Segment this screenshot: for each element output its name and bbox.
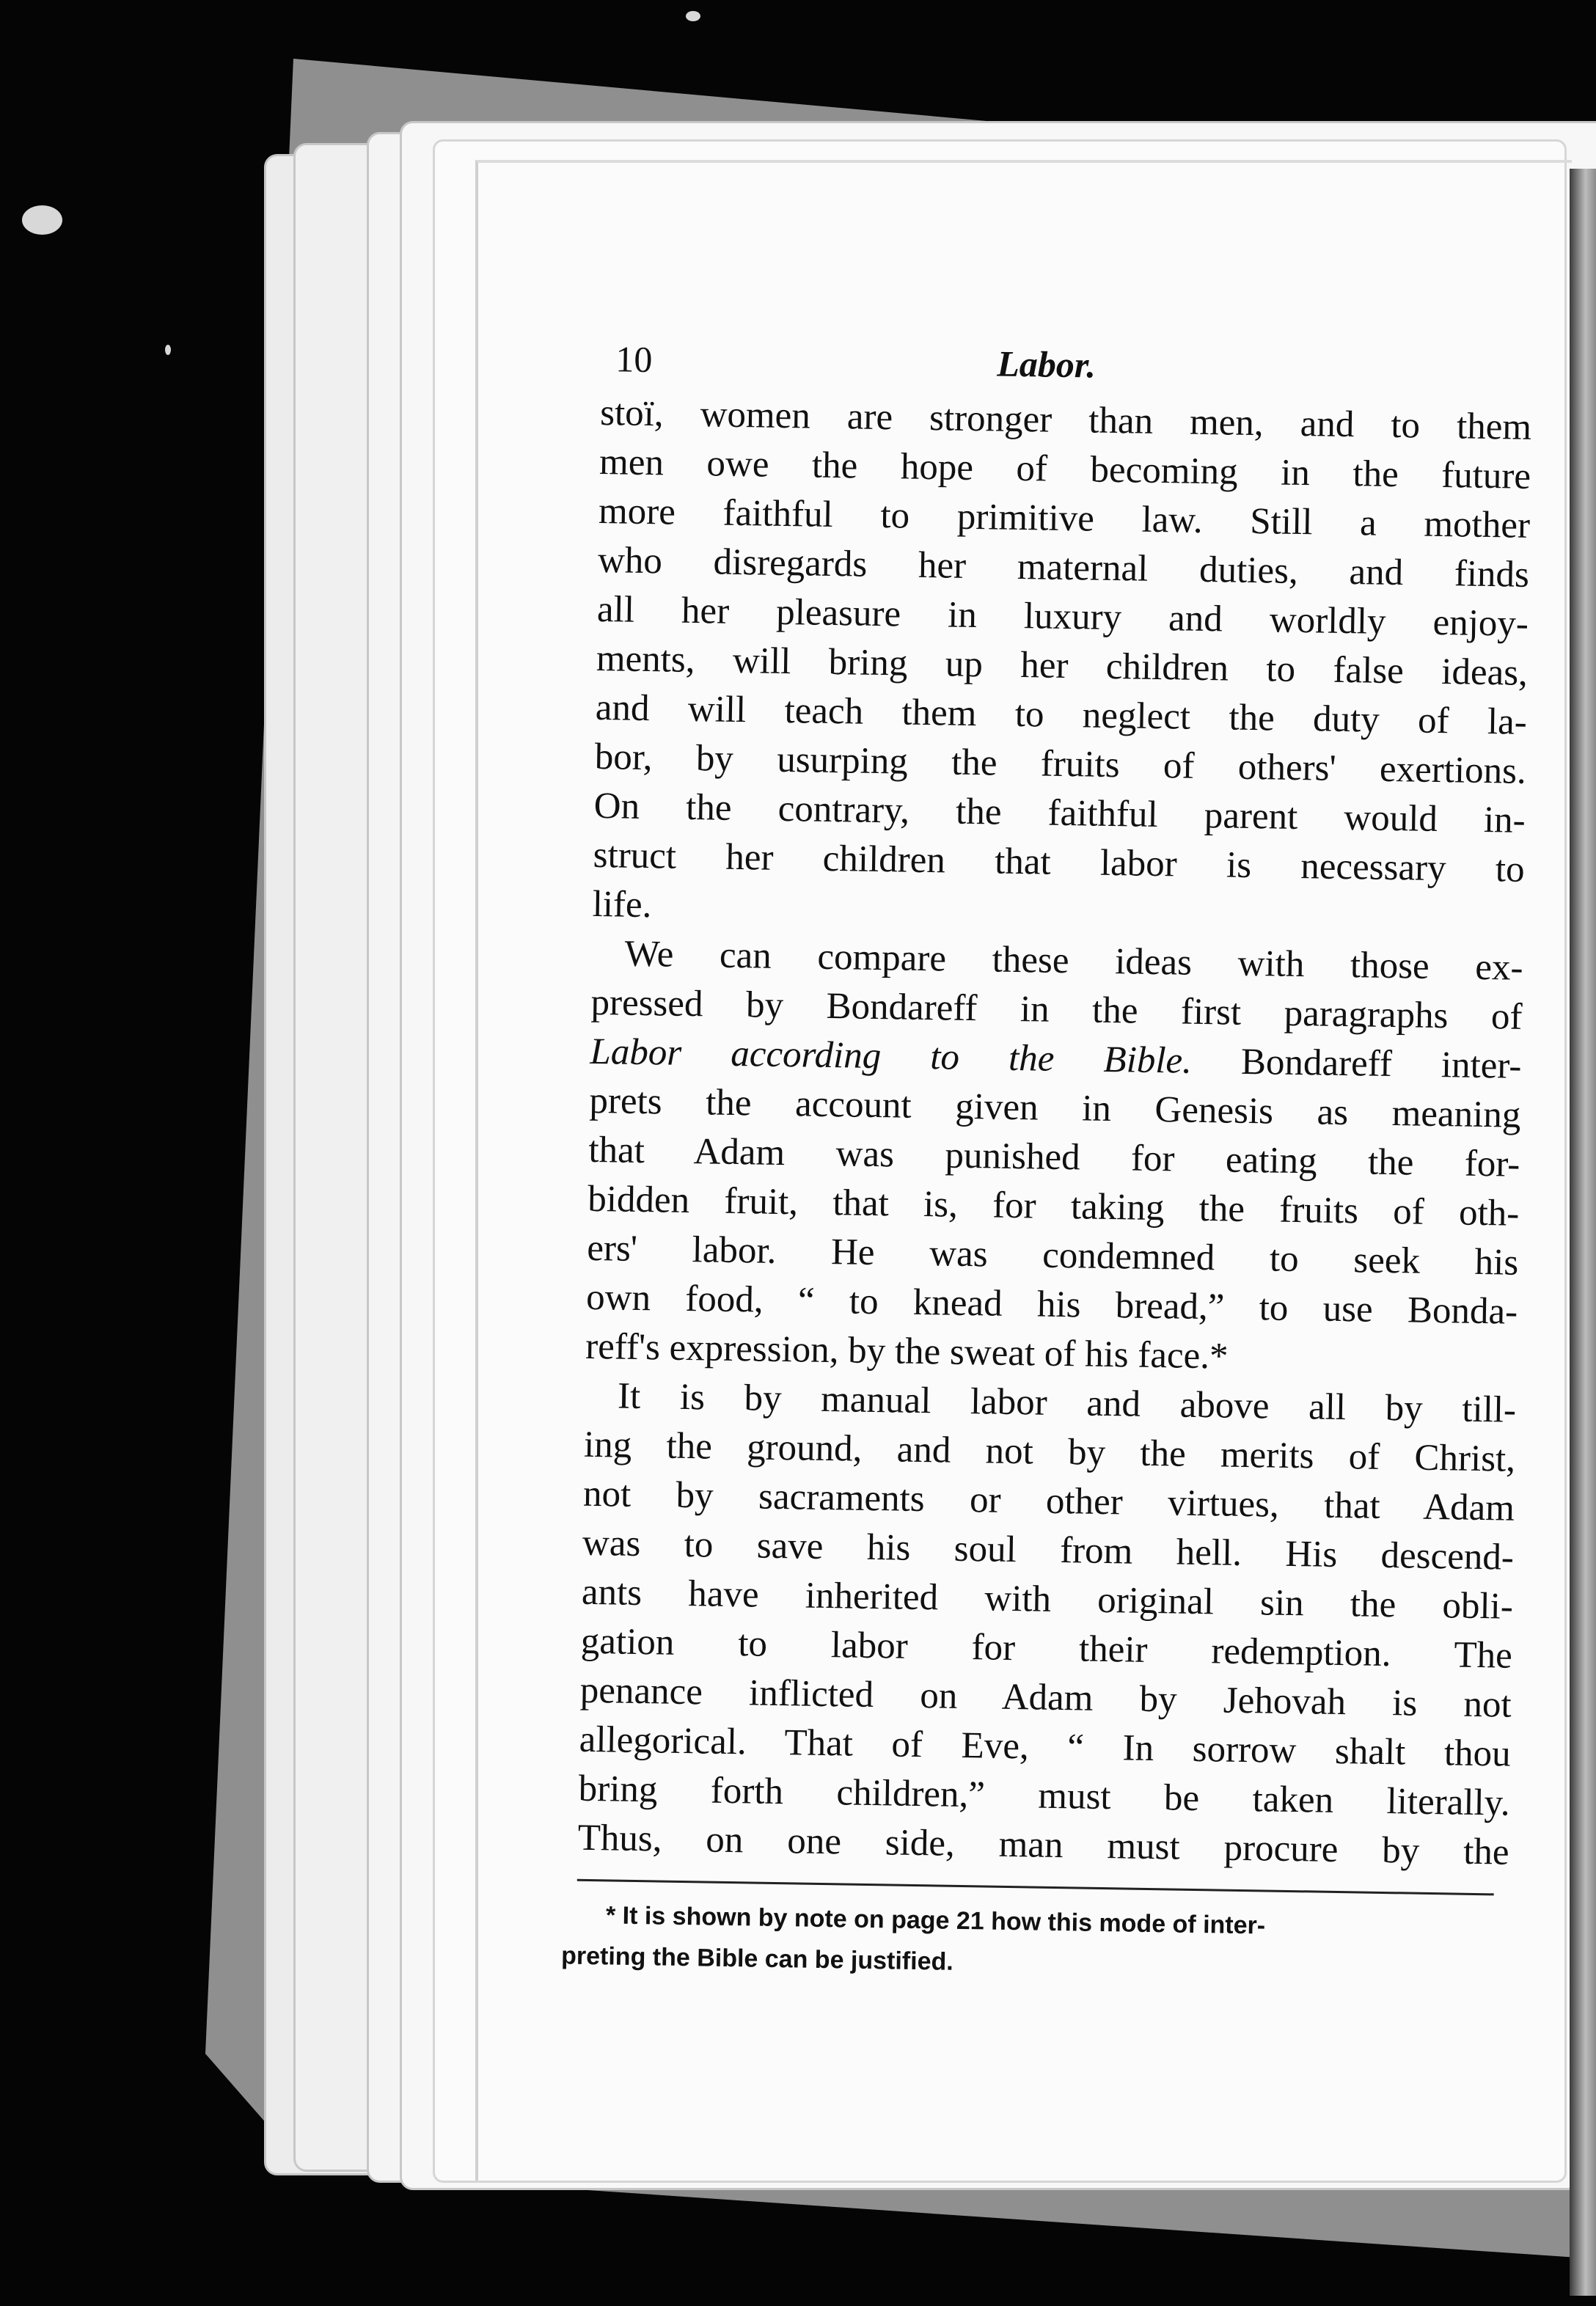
body-text — [577, 389, 1531, 1878]
text-line: was to save his soul from hell. His descend- — [582, 1522, 1515, 1578]
text-line: that Adam was punished for eating the for- — [587, 1129, 1520, 1185]
text-fragment: Bondareff inter- — [1191, 1040, 1522, 1087]
footnote-line: preting the Bible can be justified. — [560, 1941, 954, 1976]
text-line: ing the ground, and not by the merits of Christ, — [583, 1424, 1516, 1480]
text-line: ants have inherited with original sin the obli- — [581, 1571, 1514, 1628]
text-line: It is by manual labor and above all by till- — [617, 1375, 1517, 1431]
text-line: bidden fruit, that is, for taking the fruits of oth- — [587, 1178, 1520, 1234]
running-title: Labor. — [996, 343, 1097, 386]
footnote — [560, 1895, 1509, 1991]
text-line: ments, will bring up her children to false ideas, — [596, 637, 1529, 694]
text-line: prets the account given in Genesis as meaning — [589, 1080, 1521, 1136]
text-line: all her pleasure in luxury and worldly enjoy- — [596, 588, 1529, 645]
text-line: Thus, on one side, man must procure by the — [577, 1817, 1509, 1873]
page-number: 10 — [615, 338, 653, 381]
dust-speck — [22, 205, 62, 235]
text-line: bor, by usurping the fruits of others' exertions. — [594, 736, 1527, 792]
text-line: bring forth children,” must be taken literally. — [578, 1768, 1511, 1824]
book-title-italic: Labor according to the Bible. — [590, 1031, 1193, 1082]
text-line: and will teach them to neglect the duty of la- — [595, 687, 1528, 743]
text-line: reff's expression, by the sweat of his face.* — [585, 1325, 1229, 1377]
dust-speck — [686, 11, 700, 21]
text-line: who disregards her maternal duties, and finds — [597, 539, 1530, 596]
text-line: allegorical. That of Eve, “ In sorrow shalt thou — [579, 1718, 1512, 1775]
text-line: We can compare these ideas with those ex- — [624, 933, 1523, 989]
text-line: ers' labor. He was condemned to seek his — [586, 1227, 1519, 1284]
text-line: stoï, women are stronger than men, and to them — [599, 392, 1532, 448]
text-line: more faithful to primitive law. Still a mother — [598, 490, 1531, 546]
text-line: On the contrary, the faithful parent would in- — [593, 785, 1526, 841]
footnote-line: * It is shown by note on page 21 how this mode of inter- — [605, 1901, 1266, 1940]
page-text — [560, 330, 1533, 1991]
text-line: gation to labor for their redemption. The — [580, 1620, 1513, 1677]
text-line: struct her children that labor is necessary to — [593, 834, 1526, 890]
text-line: own food, “ to knead his bread,” to use Bonda- — [585, 1276, 1518, 1333]
text-line: penance inflicted on Adam by Jehovah is not — [579, 1669, 1512, 1726]
text-line: pressed by Bondareff in the first paragraphs of — [590, 981, 1523, 1038]
footnote-rule — [577, 1879, 1494, 1896]
text-line: not by sacraments or other virtues, that Adam — [582, 1473, 1515, 1529]
book-spine — [1570, 169, 1596, 2296]
text-line: life. — [592, 883, 652, 926]
dust-speck — [165, 345, 171, 355]
text-line: men owe the hope of becoming in the future — [598, 441, 1531, 497]
